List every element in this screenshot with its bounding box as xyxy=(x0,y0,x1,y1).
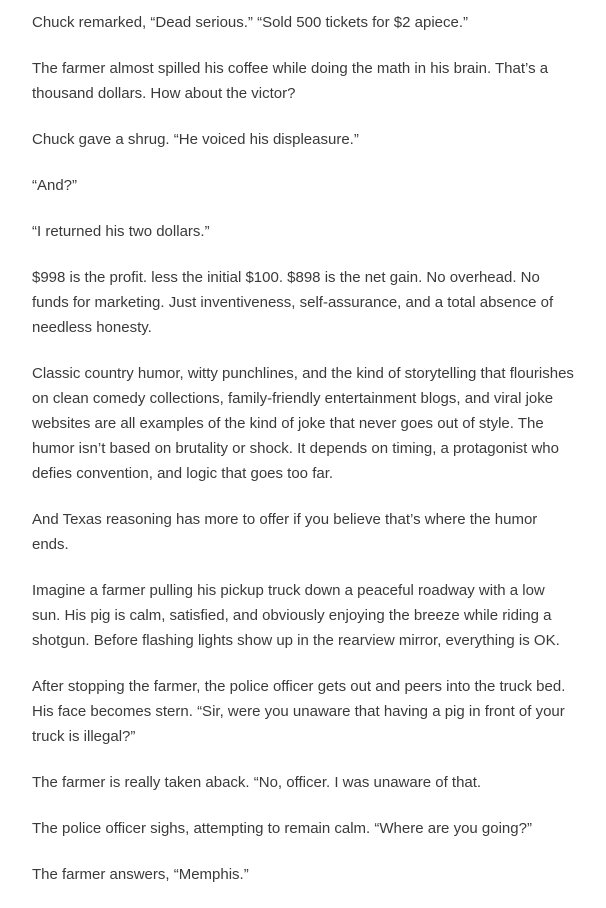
paragraph-3: Chuck gave a shrug. “He voiced his displeasure.” xyxy=(32,131,359,148)
paragraph-11: The farmer is really taken aback. “No, officer. I was unaware of that. xyxy=(32,774,482,791)
paragraph-12: The police officer sighs, attempting to remain calm. “Where are you going?” xyxy=(32,820,532,837)
article-body xyxy=(32,10,577,908)
paragraph-7: Classic country humor, witty punchlines, and the kind of storytelling that flourishes on clean comedy collections, family-friendly entertainment blogs, and viral joke websites are all examples of the kind of joke that never goes out of style. The humor isn’t based on brutality or shock. It depends on timing, a protagonist who defies convention, and logic that goes too far. xyxy=(32,365,574,482)
paragraph-8: And Texas reasoning has more to offer if you believe that’s where the humor ends. xyxy=(32,511,538,553)
paragraph-9: Imagine a farmer pulling his pickup truck down a peaceful roadway with a low sun. His pig is calm, satisfied, and obviously enjoying the breeze while riding a shotgun. Before flashing lights show up in the rearview mirror, everything is OK. xyxy=(32,582,560,649)
paragraph-1: Chuck remarked, “Dead serious.” “Sold 500 tickets for $2 apiece.” xyxy=(32,14,469,31)
paragraph-6: $998 is the profit. less the initial $100. $898 is the net gain. No overhead. No funds for marketing. Just inventiveness, self-assurance, and a total absence of needless honesty. xyxy=(32,269,554,336)
paragraph-13: The farmer answers, “Memphis.” xyxy=(32,866,249,883)
paragraph-5: “I returned his two dollars.” xyxy=(32,223,210,240)
paragraph-2: The farmer almost spilled his coffee while doing the math in his brain. That’s a thousand dollars. How about the victor? xyxy=(32,60,549,102)
paragraph-4: “And?” xyxy=(32,177,78,194)
paragraph-10: After stopping the farmer, the police officer gets out and peers into the truck bed. His face becomes stern. “Sir, were you unaware that having a pig in front of your truck is illegal?” xyxy=(32,678,566,745)
